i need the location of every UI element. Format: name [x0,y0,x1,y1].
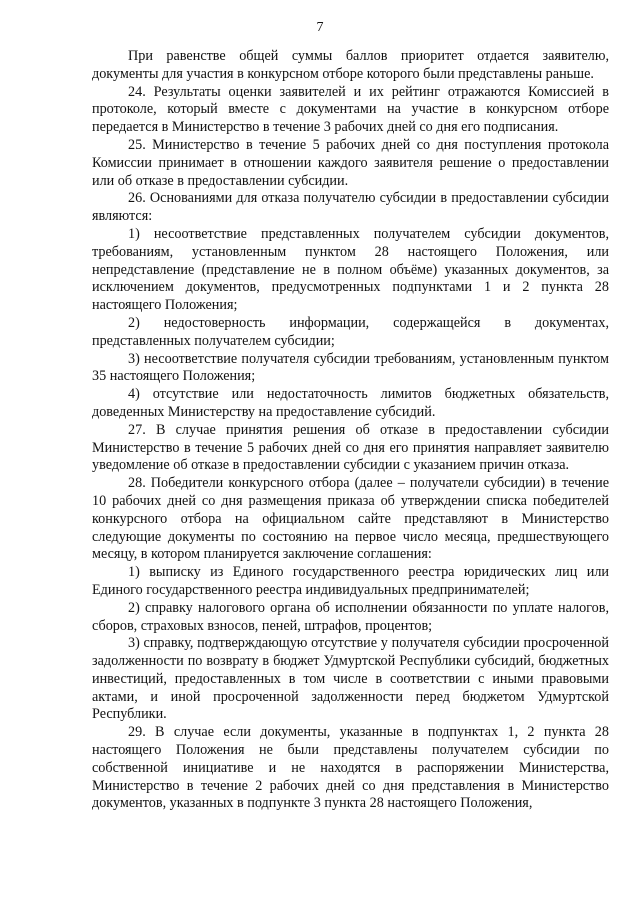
paragraph: 4) отсутствие или недостаточность лимитов бюджетных обязательств, доведенных Министерству на предоставление субсидий. [92,386,609,420]
paragraph: 2) справку налогового органа об исполнении обязанности по уплате налогов, сборов, страховых взносов, пеней, штрафов, процентов; [92,599,609,634]
paragraph: 2) недостоверность информации, содержащейся в документах, представленных получателем субсидии; [92,314,609,349]
paragraph: 25. Министерство в течение 5 рабочих дней со дня поступления протокола Комиссии принимает в отношении каждого заявителя решение о предоставлении или об отказе в предоставлении субсидии. [92,136,609,189]
paragraph: 26. Основаниями для отказа получателю субсидии в предоставлении субсидии являются: [92,190,609,225]
paragraph: 1) выписку из Единого государственного реестра юридических лиц или Единого государственного реестра индивидуальных предпринимателей; [92,564,609,598]
paragraph: 27. В случае принятия решения об отказе в предоставлении субсидии Министерство в течение 5 рабочих дней со дня его принятия направляет заявителю уведомление об отказе в предоставлении субсидии с указанием причин отказа. [92,421,609,474]
paragraph: 28. Победители конкурсного отбора (далее – получатели субсидии) в течение 10 рабочих дней со дня размещения приказа об утверждении списка победителей конкурсного отбора на официальном сайте представляют в Министерство следующие документы по состоянию на первое число месяца, предшествующего месяцу, в котором планируется заключение соглашения: [92,475,609,563]
document-body [92,48,609,813]
paragraph: 24. Результаты оценки заявителей и их рейтинг отражаются Комиссией в протоколе, который вместе с документами на участие в конкурсном отборе передается в Министерство в течение 3 рабочих дней со дня его подписания. [92,83,609,136]
paragraph: 1) несоответствие представленных получателем субсидии документов, требованиям, установленным пунктом 28 настоящего Положения, или непредставление (представление не в полном объёме) указанных документов, за исключением документов, предусмотренных подпунктами 1 и 2 пункта 28 настоящего Положения; [92,225,609,314]
paragraph: 3) несоответствие получателя субсидии требованиям, установленным пунктом 35 настоящего Положения; [92,350,609,385]
paragraph: При равенстве общей суммы баллов приоритет отдается заявителю, документы для участия в конкурсном отборе которого были представлены раньше. [92,48,609,82]
page-number: 7 [316,20,324,35]
paragraph: 29. В случае если документы, указанные в подпунктах 1, 2 пункта 28 настоящего Положения не были представлены получателем субсидии по собственной инициативе и не находятся в распоряжении Министерства, Министерство в течение 2 рабочих дней со дня представления в Министерство документов, указанных в подпункте 3 пункта 28 настоящего Положения, [92,724,609,812]
paragraph: 3) справку, подтверждающую отсутствие у получателя субсидии просроченной задолженности по возврату в бюджет Удмуртской Республики субсидий, бюджетных инвестиций, предоставленных в том числе в соответствии с иными правовыми актами, и иной просроченной задолженности перед бюджетом Удмуртской Республики. [92,635,609,723]
